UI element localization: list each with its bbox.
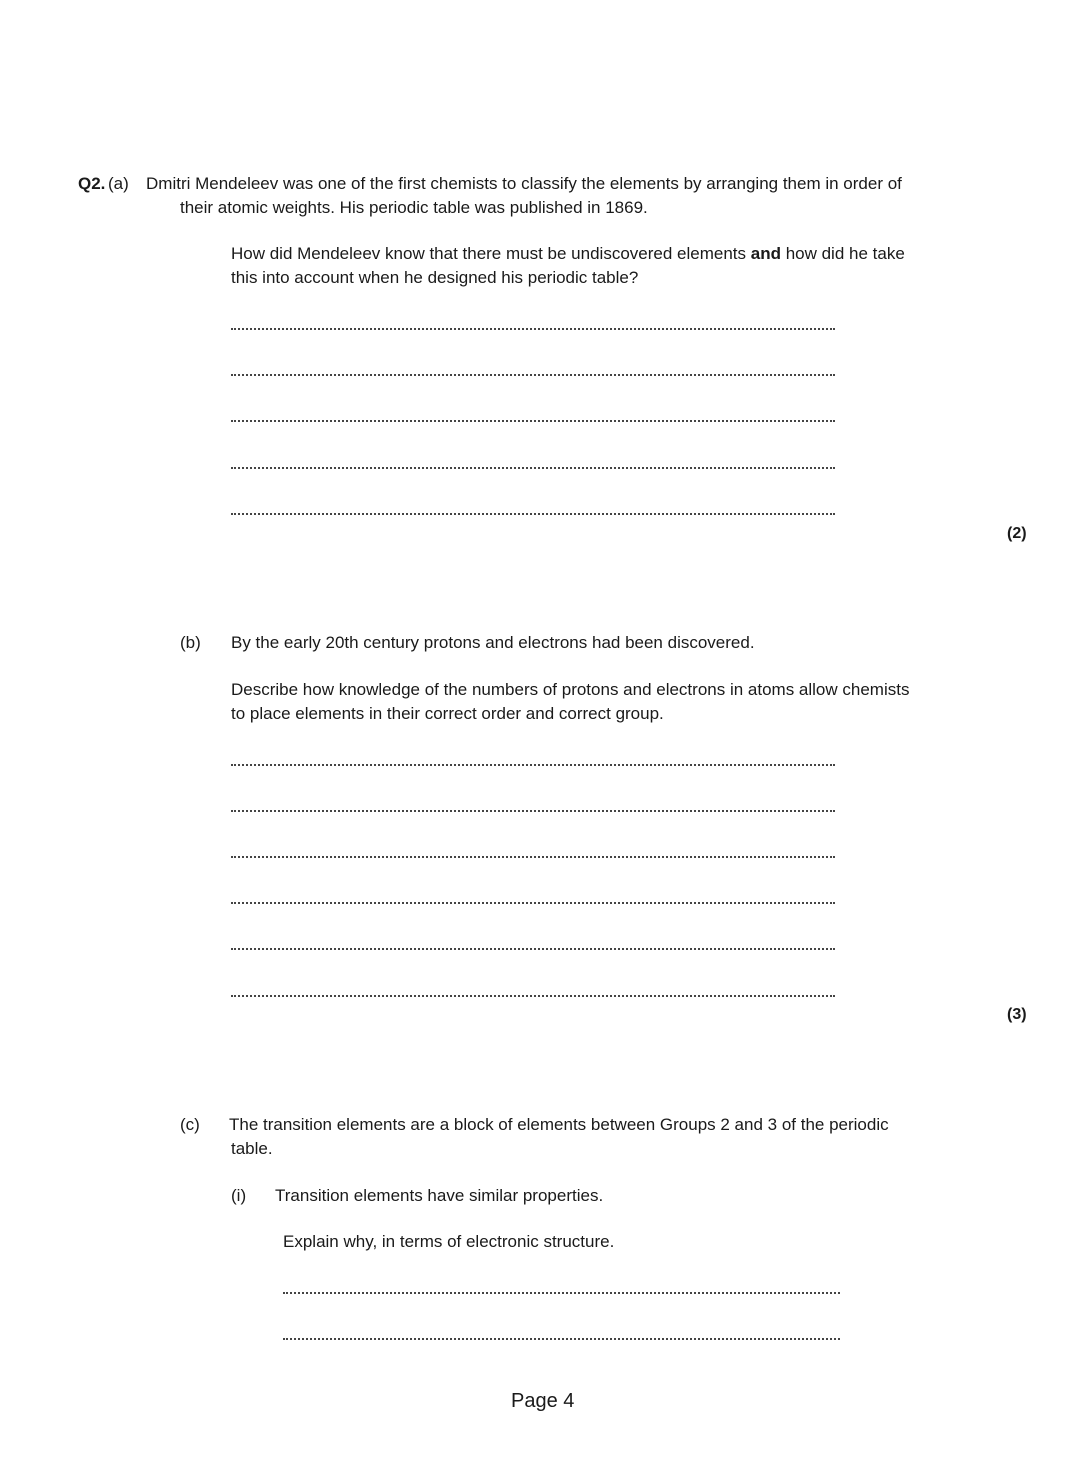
part-a-intro-line1: Dmitri Mendeleev was one of the first chemists to classify the elements by arranging them in order of [146, 174, 902, 193]
part-c-i-question: Explain why, in terms of electronic structure. [283, 1232, 615, 1251]
part-a-question-line1 [231, 242, 905, 266]
question-number: Q2. [78, 174, 106, 193]
answer-line[interactable] [231, 328, 835, 330]
part-a-question-line2: this into account when he designed his periodic table? [231, 268, 639, 287]
part-c-line2: table. [231, 1139, 273, 1158]
part-c-line1: The transition elements are a block of elements between Groups 2 and 3 of the periodic [229, 1115, 889, 1134]
answer-line[interactable] [231, 374, 835, 376]
part-b-marks: (3) [1007, 1006, 1027, 1023]
answer-line[interactable] [231, 420, 835, 422]
answer-line[interactable] [231, 902, 835, 904]
part-a-question-text-post: how did he take [780, 244, 905, 263]
answer-line[interactable] [231, 995, 835, 997]
part-b-line1: By the early 20th century protons and electrons had been discovered. [231, 633, 755, 652]
part-a-question-text-bold: and [750, 244, 781, 263]
answer-line[interactable] [231, 948, 835, 950]
answer-line[interactable] [231, 810, 835, 812]
page-number: Page 4 [511, 1390, 575, 1412]
part-c-label: (c) [180, 1115, 200, 1134]
part-b-label: (b) [180, 633, 201, 652]
part-a-label: (a) [108, 174, 129, 193]
part-b-question-line1: Describe how knowledge of the numbers of protons and electrons in atoms allow chemists [231, 680, 910, 699]
part-c-i-line1: Transition elements have similar properties. [275, 1186, 604, 1205]
part-a-marks: (2) [1007, 525, 1027, 542]
answer-line[interactable] [283, 1338, 840, 1340]
part-c-i-label: (i) [231, 1186, 247, 1205]
answer-line[interactable] [231, 513, 835, 515]
part-a-question-text-pre: How did Mendeleev know that there must be undiscovered elements [231, 244, 751, 263]
answer-line[interactable] [231, 764, 835, 766]
answer-line[interactable] [283, 1292, 840, 1294]
answer-line[interactable] [231, 467, 835, 469]
part-a-intro-line2: their atomic weights. His periodic table was published in 1869. [180, 198, 648, 217]
part-b-question-line2: to place elements in their correct order and correct group. [231, 704, 664, 723]
answer-line[interactable] [231, 856, 835, 858]
